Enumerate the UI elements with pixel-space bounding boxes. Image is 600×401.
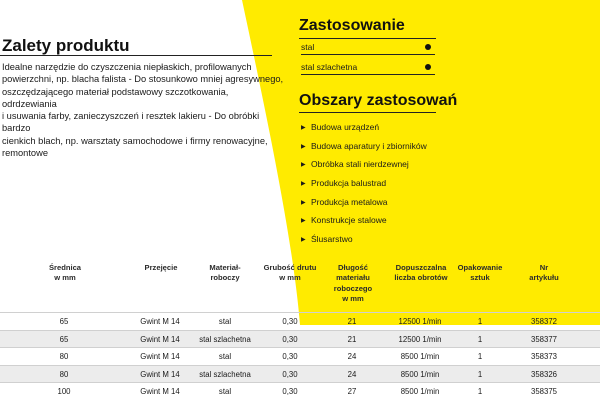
table-row: 100 Gwint M 14 stal 0,30 27 8500 1/min 1 358375 (0, 382, 600, 400)
triangle-right-icon: ▶ (301, 199, 306, 206)
application-label: stal (301, 42, 315, 52)
header-wire-thickness: Grubość drutu w mm (263, 263, 317, 283)
list-item: ▶ Konstrukcje stalowe (301, 215, 387, 226)
product-description (2, 61, 284, 159)
header-article-number: Nr artykułu (529, 263, 559, 283)
description-line: Idealne narzędzie do czyszczenia niepłaskich, profilowanych (2, 62, 252, 72)
triangle-right-icon: ▶ (301, 125, 306, 131)
header-material: Materiał- roboczy (209, 263, 241, 283)
header-diameter: Średnica w mm (48, 263, 82, 283)
product-advantages-title: Zalety produktu (2, 36, 130, 55)
application-areas-title: Obszary zastosowań (299, 92, 458, 109)
bullet-dot-icon (425, 64, 431, 70)
application-areas-list (301, 121, 427, 252)
description-line: remontowe (2, 148, 48, 159)
product-table (0, 312, 600, 400)
list-item: ▶ Ślusarstwo (301, 234, 353, 245)
areas-rule (299, 112, 436, 113)
triangle-right-icon: ▶ (301, 181, 306, 188)
application-label: stal szlachetna (301, 62, 358, 72)
triangle-right-icon: ▶ (301, 162, 306, 169)
header-package: Opakowanie sztuk (457, 263, 503, 283)
list-item: ▶ Produkcja metalowa (301, 196, 388, 207)
description-line: i usuwania farby, zanieczyszczeń i resztek lakieru - Do obróbki bardzo (2, 111, 260, 134)
table-row: 65 Gwint M 14 stal 0,30 21 12500 1/min 1 358372 (0, 312, 600, 330)
triangle-right-icon: ▶ (301, 143, 306, 150)
list-item: ▶ Budowa urządzeń (301, 122, 380, 132)
description-line: powierzchni, np. blacha falista - Do stosunkowo mniej agresywnego, (2, 74, 284, 85)
bullet-dot-icon (425, 44, 431, 50)
description-line: oszczędzającego materiał podstawowy szczotkowania, odrdzewiania (2, 86, 229, 109)
application-title: Zastosowanie (299, 17, 405, 34)
table-row: 80 Gwint M 14 stal szlachetna 0,30 24 8500 1/min 1 358326 (0, 365, 600, 383)
list-item: ▶ Budowa aparatury i zbiorników (301, 140, 427, 151)
table-row: 65 Gwint M 14 stal szlachetna 0,30 21 12500 1/min 1 358377 (0, 330, 600, 348)
description-line: cienkich blach, np. warsztaty samochodowe i firmy renowacyjne, (2, 135, 268, 146)
triangle-right-icon: ▶ (301, 218, 306, 225)
table-row: 80 Gwint M 14 stal 0,30 24 8500 1/min 1 358373 (0, 347, 600, 365)
header-max-rpm: Dopuszczalna liczba obrotów (394, 263, 448, 283)
application-row-steel (301, 39, 435, 55)
application-row-stainless-steel (301, 59, 435, 75)
title-underline (0, 55, 272, 56)
header-attachment: Przejęcie (144, 263, 178, 272)
list-item: ▶ Produkcja balustrad (301, 178, 387, 189)
triangle-right-icon: ▶ (301, 237, 306, 244)
row-divider (301, 74, 435, 75)
list-item: ▶ Obróbka stali nierdzewnej (301, 159, 409, 170)
row-divider (301, 54, 435, 55)
header-working-length: Długość materiału roboczego w mm (333, 263, 373, 303)
